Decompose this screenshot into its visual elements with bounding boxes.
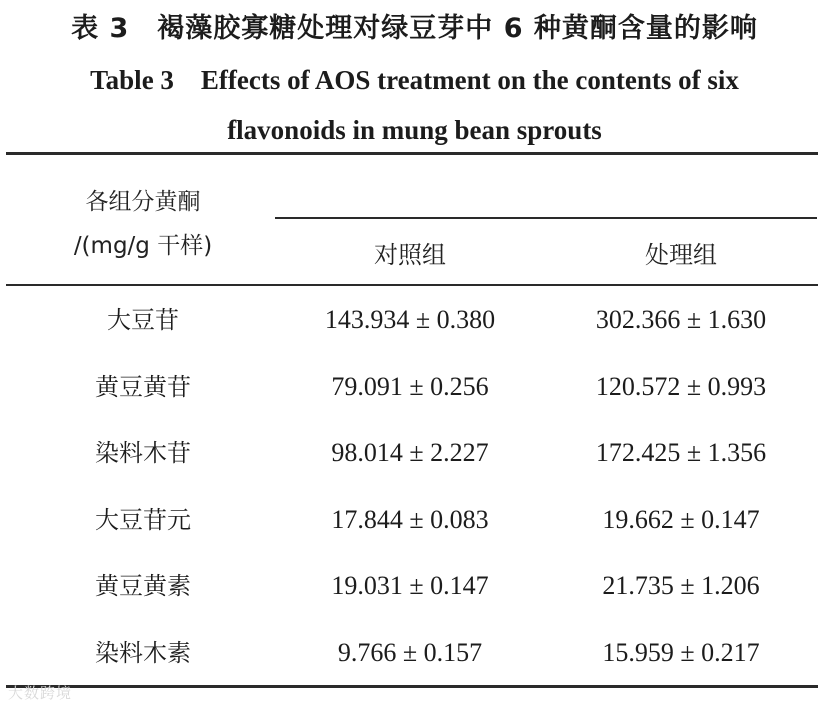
flavonoid-name: 黄豆黄素 xyxy=(95,572,191,600)
control-value: 9.766 ± 0.157 xyxy=(337,637,483,667)
table-title-chinese: 表 3 褐藻胶寡糖处理对绿豆芽中 6 种黄酮含量的影响 xyxy=(71,13,758,44)
flavonoid-name: 黄豆黄苷 xyxy=(95,372,191,401)
table-row xyxy=(6,490,818,557)
table-title-english-line1: Table 3 Effects of AOS treatment on the contents of six xyxy=(90,65,739,95)
treatment-value: 172.425 ± 1.356 xyxy=(595,438,767,467)
row-header-line2: /(mg/g 干样) xyxy=(73,233,213,259)
treatment-value: 15.959 ± 0.217 xyxy=(602,637,760,667)
column-header-control: 对照组 xyxy=(374,241,446,269)
watermark: 大数跨境 xyxy=(8,684,73,702)
table-top-rule xyxy=(6,152,818,155)
row-header xyxy=(18,180,268,268)
control-value: 79.091 ± 0.256 xyxy=(331,371,489,401)
table-title-english-line2: flavonoids in mung bean sprouts xyxy=(227,115,602,145)
treatment-value: 21.735 ± 1.206 xyxy=(602,571,760,600)
flavonoid-name: 染料木苷 xyxy=(95,439,191,467)
table-title-english xyxy=(10,55,819,155)
treatment-value: 120.572 ± 0.993 xyxy=(595,371,767,401)
flavonoid-name: 染料木素 xyxy=(95,638,191,667)
control-value: 17.844 ± 0.083 xyxy=(331,504,489,534)
table-row xyxy=(6,423,818,490)
table-header-rule xyxy=(6,284,818,286)
treatment-value: 19.662 ± 0.147 xyxy=(602,504,760,534)
table-row xyxy=(6,357,818,424)
table-bottom-rule xyxy=(6,685,818,688)
control-value: 98.014 ± 2.227 xyxy=(331,438,489,467)
table-body xyxy=(6,290,818,689)
control-value: 19.031 ± 0.147 xyxy=(331,571,489,600)
flavonoid-name: 大豆苷元 xyxy=(95,505,191,534)
table-row xyxy=(6,623,818,690)
row-header-line1: 各组分黄酮 xyxy=(85,189,201,215)
treatment-value: 302.366 ± 1.630 xyxy=(595,305,767,334)
table-row xyxy=(6,290,818,357)
column-group-rule xyxy=(275,217,817,219)
column-header-treatment: 处理组 xyxy=(645,241,717,269)
control-value: 143.934 ± 0.380 xyxy=(324,305,496,334)
table-row xyxy=(6,556,818,623)
flavonoid-name: 大豆苷 xyxy=(107,306,179,334)
